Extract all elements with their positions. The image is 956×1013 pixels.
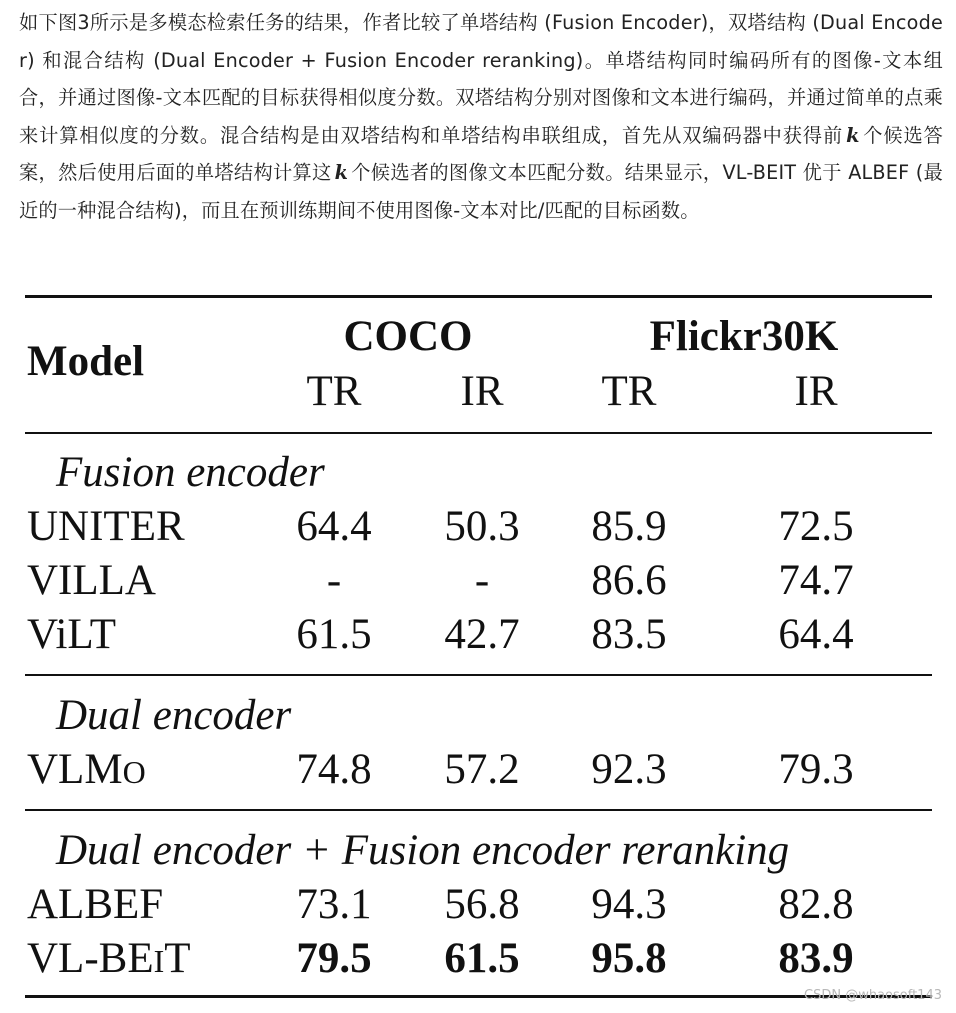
- cell-vilt-coco-ir: 42.7: [444, 611, 520, 658]
- section-rule-2: [25, 809, 932, 811]
- cell-vl-beit-flickr-ir: 83.9: [778, 935, 854, 982]
- section-rule-1: [25, 674, 932, 676]
- group-coco: COCO: [343, 313, 473, 360]
- variable-k-1: k: [846, 123, 860, 147]
- variable-k-2: k: [334, 161, 349, 184]
- subheader-coco-ir: IR: [460, 368, 504, 415]
- cell-uniter-coco-ir: 50.3: [444, 503, 520, 550]
- cell-vl-beit-flickr-tr: 95.8: [591, 935, 667, 982]
- model-header: Model: [27, 338, 145, 385]
- cell-vlmo-flickr-tr: 92.3: [591, 746, 667, 793]
- cell-vilt-flickr-tr: 83.5: [591, 611, 667, 658]
- subheader-flickr-ir: IR: [794, 368, 838, 415]
- row-label-uniter: UNITER: [27, 503, 185, 550]
- cell-uniter-flickr-ir: 72.5: [778, 503, 854, 550]
- cell-vl-beit-coco-tr: 79.5: [296, 935, 372, 982]
- row-label-vl-beit: VL-BEIT: [27, 935, 191, 982]
- cell-villa-flickr-tr: 86.6: [591, 557, 667, 604]
- row-label-vlmo: VLMO: [27, 746, 146, 793]
- cell-vl-beit-coco-ir: 61.5: [444, 935, 520, 982]
- bottom-rule: [25, 995, 932, 998]
- row-label-vilt: ViLT: [27, 611, 117, 658]
- subheader-coco-tr: TR: [306, 368, 362, 415]
- row-label-albef: ALBEF: [27, 881, 164, 928]
- cell-uniter-coco-tr: 64.4: [296, 503, 372, 550]
- watermark: CSDN @whaosoft143: [804, 988, 942, 1003]
- cell-uniter-flickr-tr: 85.9: [591, 503, 667, 550]
- cell-vilt-flickr-ir: 64.4: [778, 611, 854, 658]
- cell-villa-flickr-ir: 74.7: [778, 557, 854, 604]
- section-title-hybrid: Dual encoder + Fusion encoder reranking: [56, 827, 790, 874]
- cell-albef-flickr-tr: 94.3: [591, 881, 667, 928]
- cell-villa-coco-tr: -: [326, 557, 342, 604]
- header-rule: [25, 432, 932, 434]
- row-label-villa: VILLA: [27, 557, 156, 604]
- cell-vilt-coco-tr: 61.5: [296, 611, 372, 658]
- cell-albef-coco-tr: 73.1: [296, 881, 372, 928]
- top-rule: [25, 295, 932, 298]
- cell-vlmo-coco-tr: 74.8: [296, 746, 372, 793]
- subheader-flickr-tr: TR: [601, 368, 657, 415]
- cell-vlmo-coco-ir: 57.2: [444, 746, 520, 793]
- description-paragraph: 如下图3所示是多模态检索任务的结果，作者比较了单塔结构 (Fusion Encoder)，双塔结构 (Dual Encoder) 和混合结构 (Dual Encoder + Fusion Encoder reranking)。单塔结构同时编码所有的图像-文本组合，并通过图像-文本匹配的目标获得相似度分数。双塔结构分别对图像和文本进行编码，并通过简单的点乘来计算相似度的分数。混合结构是由双塔结构和单塔结构串联组成，首先从双编码器中获得前 k 个候选答案，然后使用后面的单塔结构计算这 k 个候选者的图像文本匹配分数。结果显示，VL-BEIT 优于 ALBEF (最近的一种混合结构)，而且在预训练期间不使用图像-文本对比/匹配的目标函数。: [19, 11, 944, 222]
- cell-villa-coco-ir: -: [474, 557, 490, 604]
- section-title-fusion: Fusion encoder: [56, 449, 325, 496]
- cell-albef-flickr-ir: 82.8: [778, 881, 854, 928]
- cell-albef-coco-ir: 56.8: [444, 881, 520, 928]
- section-title-dual: Dual encoder: [56, 692, 292, 739]
- cell-vlmo-flickr-ir: 79.3: [778, 746, 854, 793]
- group-flickr30k: Flickr30K: [649, 313, 839, 360]
